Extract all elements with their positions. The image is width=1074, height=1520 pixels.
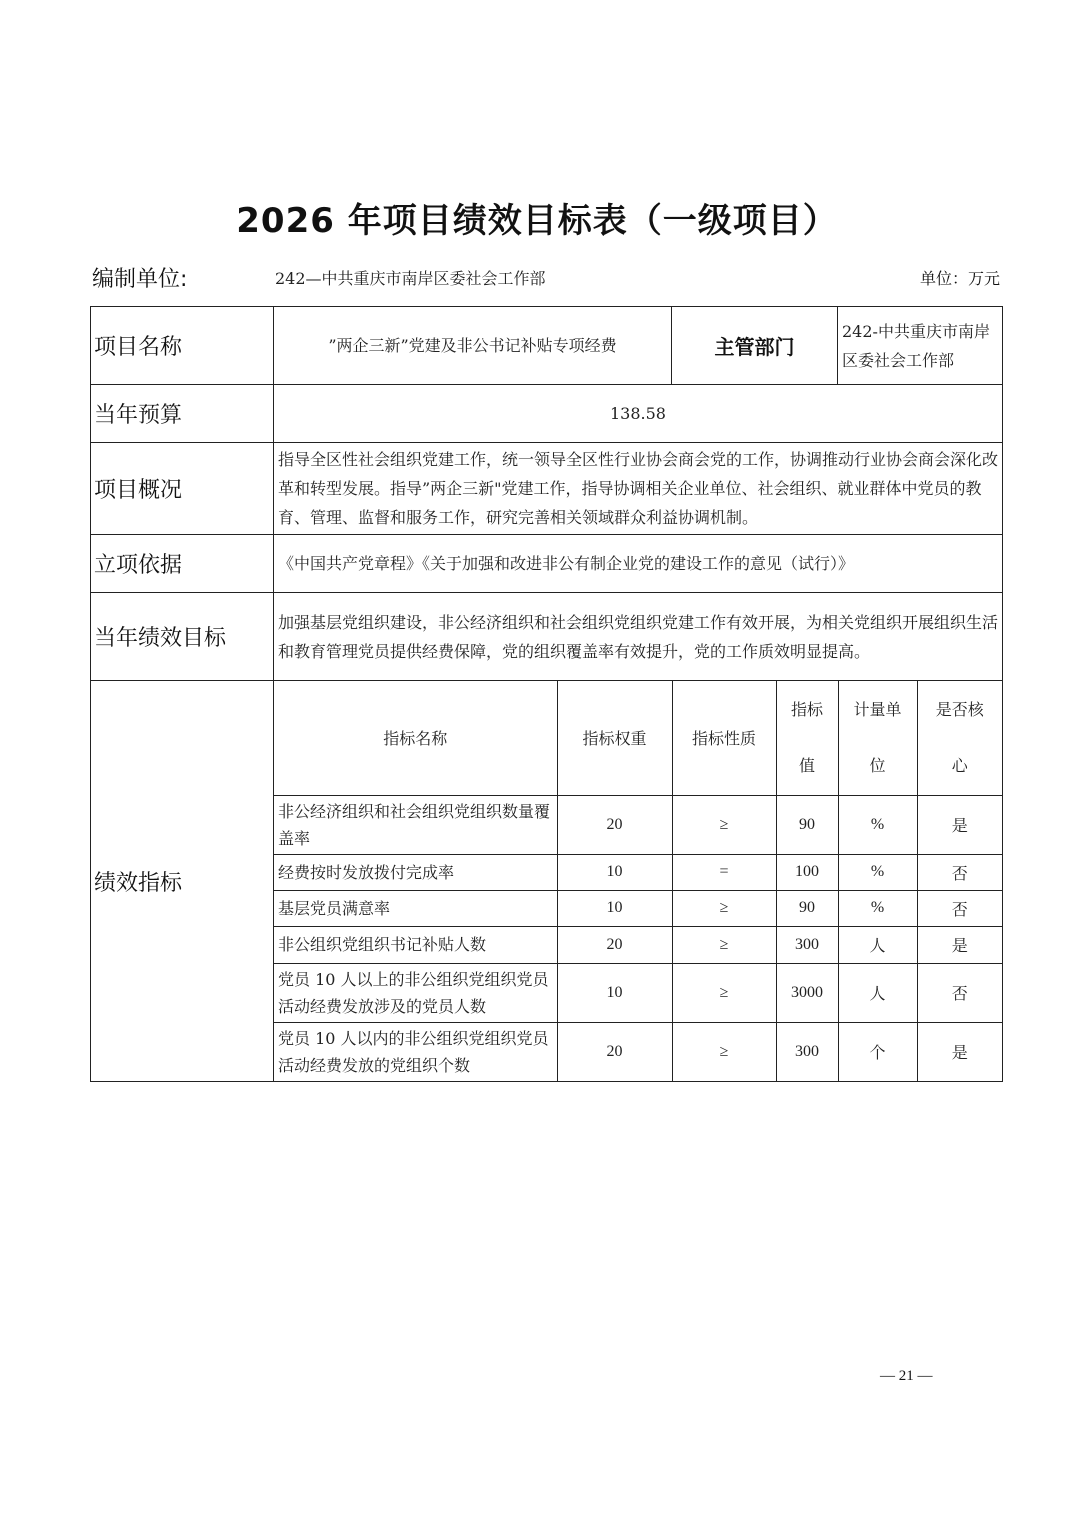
row-goal: [91, 593, 1003, 681]
header-core-line2: 心: [951, 755, 968, 775]
basis-value: 《中国共产党章程》《关于加强和改进非公有制企业党的建设工作的意见（试行）》: [274, 535, 1003, 593]
indicator-core: 是: [917, 1022, 1002, 1081]
header-nature: 指标性质: [672, 681, 776, 795]
table-row: [274, 963, 1002, 1022]
overview-value: 指导全区性社会组织党建工作，统一领导全区性行业协会商会党的工作，协调推动行业协会商会深化改革和转型发展。指导”两企三新"党建工作，指导协调相关企业单位、社会组织、就业群体中党员的教育、管理、监督和服务工作，研究完善相关领域群众利益协调机制。: [274, 443, 1003, 535]
indicator-weight: 10: [557, 963, 672, 1022]
indicator-name: 非公经济组织和社会组织党组织数量覆盖率: [274, 795, 557, 854]
indicators-table: [274, 681, 1002, 1081]
indicator-name: 党员 10 人以内的非公组织党组织党员活动经费发放的党组织个数: [274, 1022, 557, 1081]
header-weight: 指标权重: [557, 681, 672, 795]
indicator-nature: ≥: [672, 963, 776, 1022]
compiler-value: 242—中共重庆市南岸区委社会工作部: [275, 269, 546, 288]
table-row: [274, 890, 1002, 926]
table-row: [274, 854, 1002, 890]
goal-label: 当年绩效目标: [91, 593, 274, 681]
indicator-core: 是: [917, 926, 1002, 963]
indicator-value: 3000: [776, 963, 838, 1022]
indicator-name: 经费按时发放拨付完成率: [274, 854, 557, 890]
indicators-header-row: [274, 681, 1002, 795]
header-value-line2: 值: [798, 755, 815, 775]
indicator-unit: %: [838, 795, 917, 854]
indicator-nature: ≥: [672, 1022, 776, 1081]
table-row: [274, 926, 1002, 963]
project-name-value: ”两企三新”党建及非公书记补贴专项经费: [274, 307, 672, 385]
page-number: — 21 —: [880, 1368, 933, 1384]
header-unit-line2: 位: [869, 755, 886, 775]
indicator-nature: ≥: [672, 795, 776, 854]
overview-label: 项目概况: [91, 443, 274, 535]
indicator-unit: 人: [838, 926, 917, 963]
row-project-name: [91, 307, 1003, 385]
indicator-weight: 20: [557, 795, 672, 854]
indicator-unit: %: [838, 854, 917, 890]
indicator-weight: 10: [557, 854, 672, 890]
dept-label: 主管部门: [672, 307, 838, 385]
indicator-value: 90: [776, 890, 838, 926]
budget-label: 当年预算: [91, 385, 274, 443]
project-name-label: 项目名称: [91, 307, 274, 385]
dept-value: 242-中共重庆市南岸区委社会工作部: [838, 307, 1003, 385]
indicator-core: 否: [917, 963, 1002, 1022]
basis-label: 立项依据: [91, 535, 274, 593]
header-value: [776, 681, 838, 795]
indicator-nature: ≥: [672, 890, 776, 926]
table-row: [274, 795, 1002, 854]
indicator-value: 300: [776, 926, 838, 963]
performance-table: [90, 306, 1003, 1082]
header-value-line1: 指标: [790, 699, 823, 719]
indicator-core: 否: [917, 854, 1002, 890]
indicator-core: 否: [917, 890, 1002, 926]
indicator-name: 非公组织党组织书记补贴人数: [274, 926, 557, 963]
header-unit: [838, 681, 917, 795]
header-core: [917, 681, 1002, 795]
indicator-value: 300: [776, 1022, 838, 1081]
indicator-core: 是: [917, 795, 1002, 854]
indicator-unit: 人: [838, 963, 917, 1022]
indicator-weight: 20: [557, 926, 672, 963]
row-indicators: [91, 681, 1003, 1082]
indicator-name: 党员 10 人以上的非公组织党组织党员活动经费发放涉及的党员人数: [274, 963, 557, 1022]
page-title: 2026 年项目绩效目标表（一级项目）: [236, 201, 838, 241]
indicator-nature: =: [672, 854, 776, 890]
header-name: 指标名称: [274, 681, 557, 795]
indicators-cell: [274, 681, 1003, 1082]
indicator-weight: 10: [557, 890, 672, 926]
unit-text: 单位：万元: [919, 269, 1000, 288]
indicator-value: 100: [776, 854, 838, 890]
goal-value: 加强基层党组织建设，非公经济组织和社会组织党组织党建工作有效开展，为相关党组织开展组织生活和教育管理党员提供经费保障，党的组织覆盖率有效提升，党的工作质效明显提高。: [274, 593, 1003, 681]
table-row: [274, 1022, 1002, 1081]
indicator-value: 90: [776, 795, 838, 854]
header-unit-line1: 计量单: [853, 699, 902, 719]
header-core-line1: 是否核: [935, 699, 984, 719]
indicator-name: 基层党员满意率: [274, 890, 557, 926]
budget-value: 138.58: [274, 385, 1003, 443]
compiler-label: 编制单位:: [92, 267, 188, 292]
indicator-unit: %: [838, 890, 917, 926]
row-basis: [91, 535, 1003, 593]
indicator-nature: ≥: [672, 926, 776, 963]
indicator-unit: 个: [838, 1022, 917, 1081]
row-overview: [91, 443, 1003, 535]
row-budget: [91, 385, 1003, 443]
indicators-label: 绩效指标: [91, 681, 274, 1082]
indicator-weight: 20: [557, 1022, 672, 1081]
